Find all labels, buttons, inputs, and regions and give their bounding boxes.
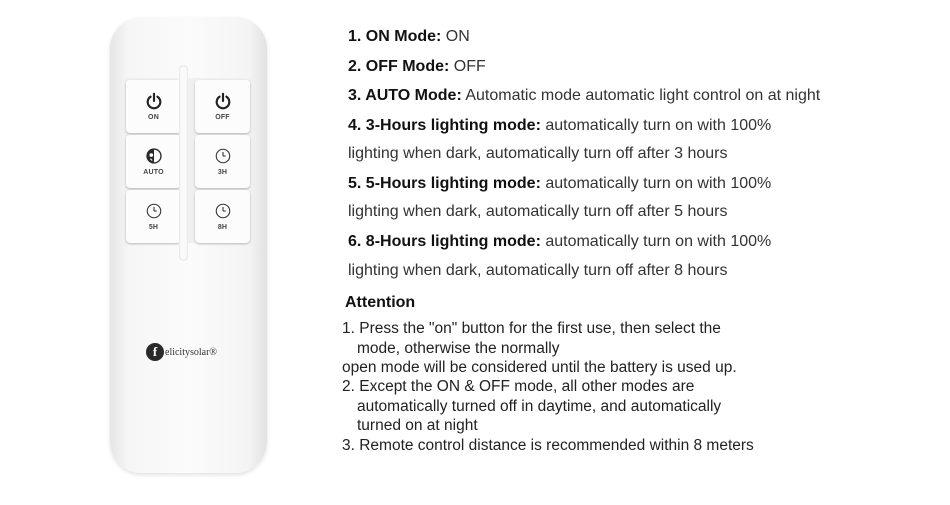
on-label: ON bbox=[148, 114, 159, 121]
mode-title: 2. OFF Mode: bbox=[348, 58, 450, 75]
mode-desc: automatically turn on with 100% bbox=[540, 233, 772, 250]
mode-desc: ON bbox=[441, 28, 470, 45]
mode-title: 3. AUTO Mode: bbox=[348, 87, 462, 104]
mode-desc: automatically turn on with 100% bbox=[540, 175, 772, 192]
mode-6-continued: lighting when dark, automatically turn off after 8 hours bbox=[348, 262, 728, 279]
remote-control bbox=[110, 17, 267, 473]
attention-line: automatically turned off in daytime, and automatically bbox=[357, 398, 722, 415]
mode-2 bbox=[348, 58, 486, 76]
power-icon bbox=[145, 92, 163, 110]
auto-label: AUTO bbox=[143, 169, 164, 176]
8h-button[interactable] bbox=[195, 190, 250, 243]
off-button[interactable] bbox=[195, 80, 250, 133]
clock-icon bbox=[214, 202, 232, 220]
mode-desc: automatically turn on with 100% bbox=[540, 117, 772, 134]
mode-4-continued: lighting when dark, automatically turn off after 3 hours bbox=[348, 145, 728, 162]
mode-title: 1. ON Mode: bbox=[348, 28, 442, 45]
power-icon bbox=[214, 92, 232, 110]
mode-title: 6. 8-Hours lighting mode: bbox=[348, 233, 541, 250]
attention-line: turned on at night bbox=[357, 417, 478, 434]
3h-button[interactable] bbox=[195, 135, 250, 188]
auto-button[interactable] bbox=[126, 135, 181, 188]
mode-1 bbox=[348, 28, 470, 46]
off-label: OFF bbox=[215, 114, 230, 121]
5h-button[interactable] bbox=[126, 190, 181, 243]
attention-line: 1. Press the "on" button for the first use, then select the bbox=[342, 320, 721, 337]
5h-label: 5H bbox=[148, 224, 159, 231]
mode-5-continued: lighting when dark, automatically turn off after 5 hours bbox=[348, 203, 728, 220]
attention-line: 2. Except the ON & OFF mode, all other modes are bbox=[342, 378, 695, 395]
attention-line: open mode will be considered until the battery is used up. bbox=[342, 359, 737, 376]
3h-label: 3H bbox=[217, 169, 228, 176]
brand-mark-icon: f bbox=[146, 343, 164, 361]
attention-line: mode, otherwise the normally bbox=[357, 340, 560, 357]
mode-title: 5. 5-Hours lighting mode: bbox=[348, 175, 541, 192]
on-button[interactable] bbox=[126, 80, 181, 133]
clock-icon bbox=[214, 147, 232, 165]
8h-label: 8H bbox=[217, 224, 228, 231]
mode-5 bbox=[348, 175, 771, 193]
clock-icon bbox=[145, 202, 163, 220]
mode-desc: OFF bbox=[449, 58, 486, 75]
center-groove bbox=[179, 65, 188, 261]
auto-sensor-icon bbox=[145, 147, 163, 165]
mode-6 bbox=[348, 233, 771, 251]
brand-logo bbox=[146, 343, 217, 361]
brand-name: elicitysolar® bbox=[165, 346, 218, 358]
mode-4 bbox=[348, 117, 771, 135]
button-panel bbox=[124, 78, 252, 243]
mode-title: 4. 3-Hours lighting mode: bbox=[348, 117, 541, 134]
mode-3 bbox=[348, 87, 820, 105]
attention-heading: Attention bbox=[345, 294, 416, 311]
attention-line: 3. Remote control distance is recommended within 8 meters bbox=[342, 437, 754, 454]
mode-desc: Automatic mode automatic light control on at night bbox=[461, 87, 821, 104]
